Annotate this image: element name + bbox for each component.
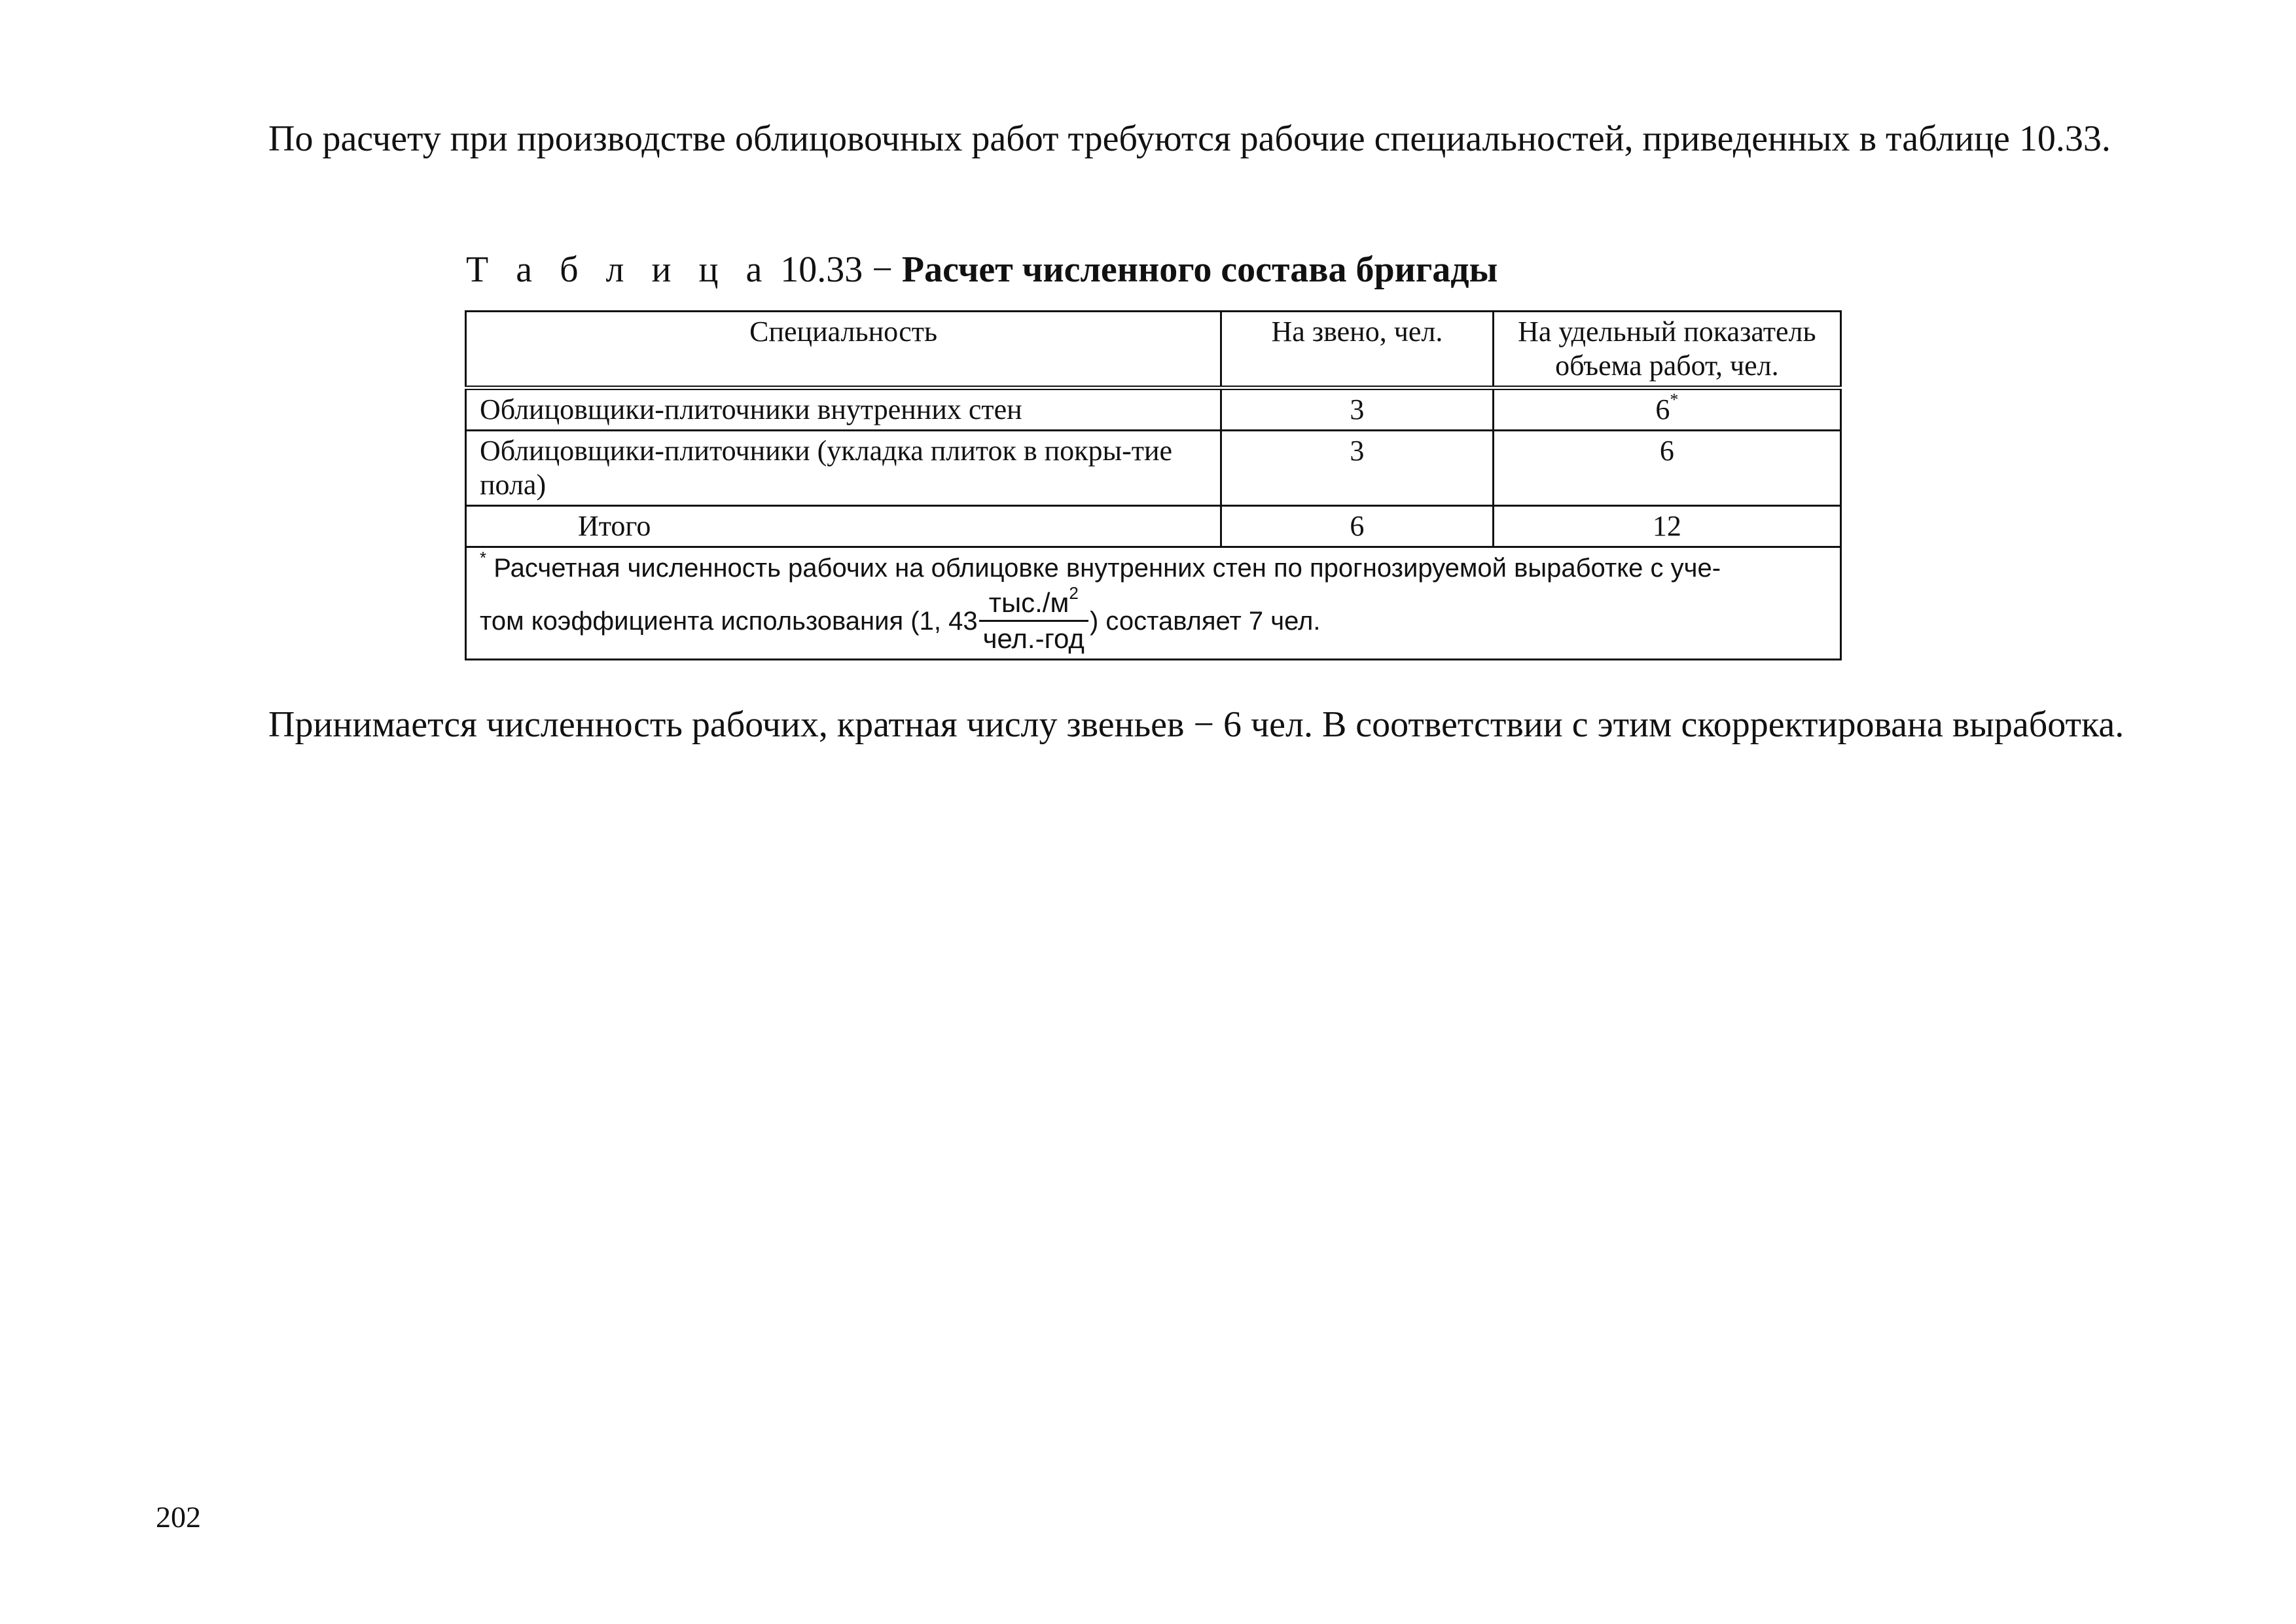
crew-table: [465, 310, 1842, 660]
paragraph-conclusion: Принимается численность рабочих, кратная числу звеньев − 6 чел. В соответствии с этим скорректирована выработка.: [268, 704, 2125, 745]
formula-denominator: чел.-год: [982, 623, 1085, 654]
formula-numerator-text: тыс./м: [988, 587, 1069, 618]
page-number: 202: [156, 1500, 201, 1534]
table-row: [466, 431, 1841, 506]
cell-per-volume: 6: [1493, 431, 1840, 506]
footnote-marker: *: [1670, 390, 1679, 409]
cell-per-unit: 3: [1221, 388, 1493, 431]
header-specialty: Специальность: [466, 312, 1221, 388]
cell-total-per-volume: 12: [1493, 506, 1840, 547]
formula-numerator: [979, 583, 1088, 622]
cell-specialty: Облицовщики-плиточники (укладка плиток в покры-тие пола): [466, 431, 1221, 506]
footnote-line-2: [480, 583, 1827, 656]
table-caption-label: Т а б л и ц а: [466, 249, 772, 290]
cell-total-per-unit: 6: [1221, 506, 1493, 547]
formula-close: ): [1089, 606, 1099, 636]
table-row-total: [466, 506, 1841, 547]
cell-total-label: Итого: [466, 506, 1221, 547]
paragraph-intro: По расчету при производстве облицовочных работ требуются рабочие специальностей, приведенных в таблице 10.33.: [268, 118, 2111, 159]
cell-specialty: Облицовщики-плиточники внутренних стен: [466, 388, 1221, 431]
footnote-text-1: Расчетная численность рабочих на облицовке внутренних стен по прогнозируемой выработке с уче-: [493, 554, 1721, 583]
header-per-unit: На звено, чел.: [1221, 312, 1493, 388]
table-caption-number: 10.33 −: [780, 249, 893, 290]
cell-per-volume-value: 6: [1655, 393, 1670, 425]
footnote-mark: *: [480, 548, 487, 568]
table-caption: [466, 244, 1498, 296]
table-row: [466, 388, 1841, 431]
table-footnote-row: [466, 547, 1841, 660]
footnote-text-2-end: составляет 7 чел.: [1105, 606, 1321, 636]
table-header-row: [466, 312, 1841, 388]
cell-per-volume: [1493, 388, 1840, 431]
footnote-line-1: [480, 550, 1827, 586]
footnote-text-2-start: том коэффициента использования: [480, 606, 904, 636]
header-per-volume: На удельный показатель объема работ, чел.: [1493, 312, 1840, 388]
cell-per-unit: 3: [1221, 431, 1493, 506]
formula-open: (1, 43: [910, 606, 978, 636]
table-footnote: [466, 547, 1841, 660]
formula-numerator-sup: 2: [1069, 583, 1079, 603]
formula-fraction: [979, 583, 1088, 656]
table-caption-title: Расчет численного состава бригады: [901, 249, 1498, 290]
